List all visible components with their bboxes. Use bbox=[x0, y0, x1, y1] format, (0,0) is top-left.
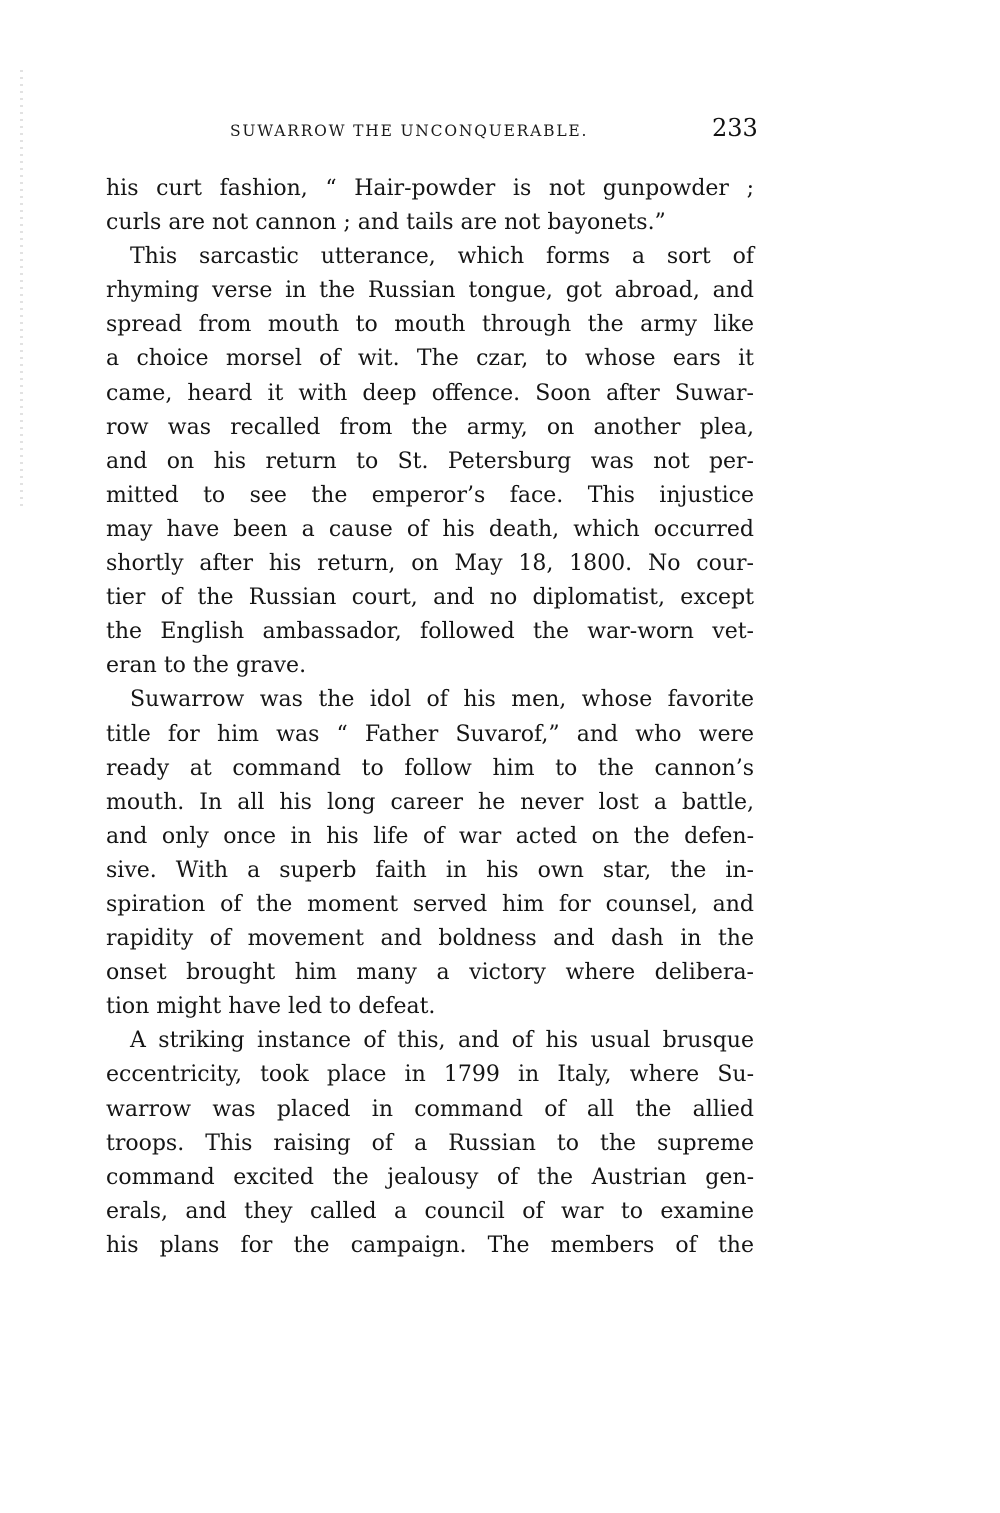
text-line: rapidity of movement and boldness and dash in the bbox=[106, 926, 754, 952]
text-line: his curt fashion, “ Hair-powder is not gunpowder ; bbox=[106, 176, 754, 201]
text-line: the English ambassador, followed the war-worn vet- bbox=[106, 619, 754, 645]
text-line: row was recalled from the army, on another plea, bbox=[106, 414, 754, 440]
text-line: onset brought him many a victory where delibera- bbox=[106, 960, 754, 986]
text-line: shortly after his return, on May 18, 1800. No cour- bbox=[106, 551, 754, 577]
paragraph-first-line: This sarcastic utterance, which forms a sort of bbox=[130, 244, 754, 270]
text-line: troops. This raising of a Russian to the supreme bbox=[106, 1130, 754, 1156]
page-number: 233 bbox=[712, 114, 758, 142]
text-line: tier of the Russian court, and no diplomatist, except bbox=[106, 585, 754, 611]
text-line: eran to the grave. bbox=[106, 653, 307, 679]
paragraph-first-line: A striking instance of this, and of his usual brusque bbox=[130, 1028, 754, 1054]
text-line: and on his return to St. Petersburg was not per- bbox=[106, 448, 754, 474]
text-line: erals, and they called a council of war to examine bbox=[106, 1198, 754, 1224]
running-head: SUWARROW THE UNCONQUERABLE. bbox=[230, 122, 589, 140]
text-line: mouth. In all his long career he never lost a battle, bbox=[106, 789, 754, 815]
text-line: title for him was “ Father Suvarof,” and who were bbox=[106, 721, 754, 747]
text-line: rhyming verse in the Russian tongue, got abroad, and bbox=[106, 278, 754, 304]
paragraph-first-line: Suwarrow was the idol of his men, whose favorite bbox=[130, 687, 754, 713]
text-line: a choice morsel of wit. The czar, to whose ears it bbox=[106, 346, 754, 372]
text-line: warrow was placed in command of all the allied bbox=[106, 1096, 754, 1122]
text-line: spread from mouth to mouth through the army like bbox=[106, 312, 754, 338]
text-line: came, heard it with deep offence. Soon after Suwar- bbox=[106, 380, 754, 406]
text-line: sive. With a superb faith in his own star, the in- bbox=[106, 857, 754, 883]
text-line: tion might have led to defeat. bbox=[106, 994, 436, 1020]
binding-gutter-shadow bbox=[20, 70, 23, 510]
text-line: command excited the jealousy of the Austrian gen- bbox=[106, 1164, 754, 1190]
text-line: eccentricity, took place in 1799 in Italy, where Su- bbox=[106, 1062, 754, 1088]
text-line: mitted to see the emperor’s face. This injustice bbox=[106, 482, 754, 508]
text-line: spiration of the moment served him for counsel, and bbox=[106, 891, 754, 917]
text-line: his plans for the campaign. The members of the bbox=[106, 1232, 754, 1258]
text-line: and only once in his life of war acted on the defen- bbox=[106, 823, 754, 849]
text-line: ready at command to follow him to the cannon’s bbox=[106, 755, 754, 781]
body-text bbox=[106, 172, 754, 1263]
text-line: may have been a cause of his death, which occurred bbox=[106, 516, 754, 542]
text-line: curls are not cannon ; and tails are not bayonets.” bbox=[106, 210, 666, 236]
